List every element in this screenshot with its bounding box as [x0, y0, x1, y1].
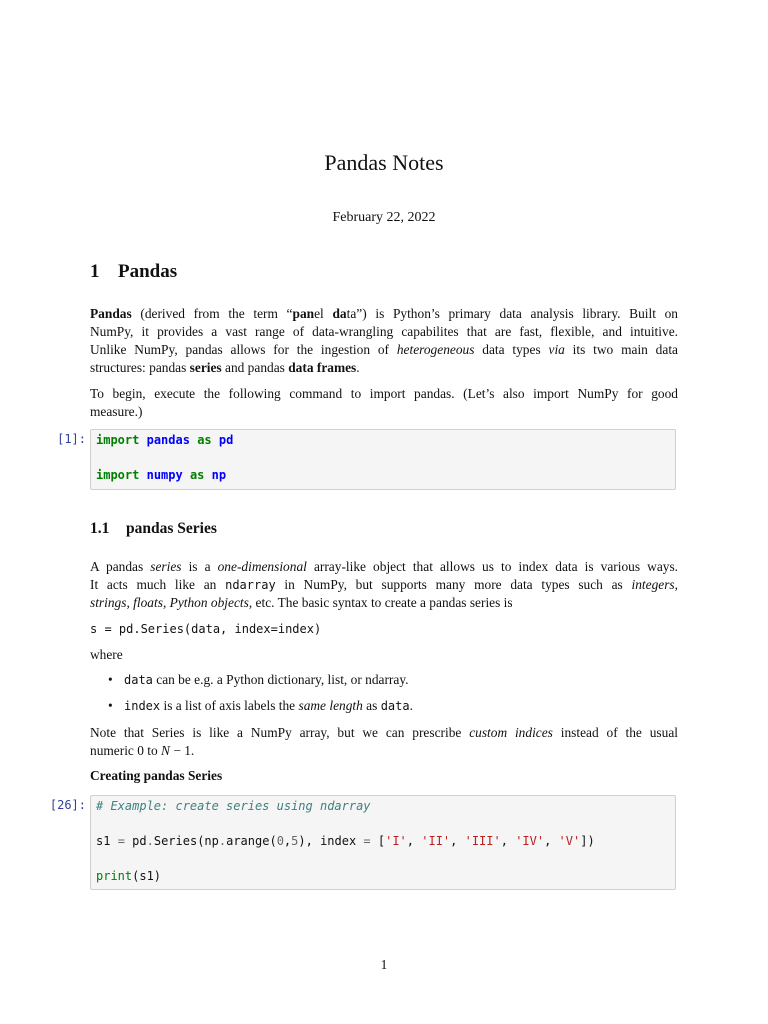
document-title: Pandas Notes	[324, 150, 444, 175]
note-line-1: Note that Series is like a NumPy array, but we can prescribe custom indices instead of the usual	[90, 725, 678, 740]
intro-line-2: NumPy, it provides a vast range of data-wrangling capabilites that are fast, flexible, and intuitive.	[90, 324, 678, 339]
code-cell-1[interactable]	[90, 429, 676, 490]
begin-line-2: measure.)	[90, 404, 143, 419]
creating-series-heading: Creating pandas Series	[90, 768, 223, 783]
code-cell-2[interactable]	[90, 795, 676, 890]
cell-prompt-1: [1]:	[57, 432, 86, 446]
series-paragraph	[90, 558, 678, 612]
note-line-2: numeric 0 to N − 1.	[90, 743, 195, 758]
note-paragraph	[90, 724, 678, 760]
begin-line-1: To begin, execute the following command to import pandas. (Let’s also import NumPy for good	[90, 386, 678, 401]
subsection-title: pandas Series	[126, 520, 217, 537]
subsection-heading-series	[90, 520, 217, 538]
document-date: February 22, 2022	[332, 210, 436, 225]
series-line-1: A pandas series is a one-dimensional array-like object that allows us to index data is various ways.	[90, 559, 679, 574]
begin-paragraph	[90, 385, 678, 421]
where-text: where	[90, 647, 123, 662]
series-line-3: strings, floats, Python objects, etc. The basic syntax to create a pandas series is	[90, 595, 513, 610]
page-number: 1	[380, 957, 388, 972]
code-line: import numpy as np	[96, 468, 227, 482]
section-heading-pandas	[90, 261, 177, 283]
code-line: print(s1)	[96, 869, 162, 883]
cell-prompt-2: [26]:	[49, 798, 86, 812]
bullet-icon: •	[108, 698, 113, 713]
section-title: Pandas	[118, 261, 178, 282]
series-line-2: It acts much like an ndarray in NumPy, but supports many more data types such as integers,	[90, 577, 678, 592]
intro-line-3: Unlike NumPy, pandas allows for the ingestion of heterogeneous data types via its two main data	[90, 342, 678, 357]
bullet-icon: •	[108, 672, 113, 687]
section-number: 1	[90, 261, 100, 282]
code-comment: # Example: create series using ndarray	[96, 799, 371, 813]
intro-line-1: Pandas (derived from the term “panel data”) is Python’s primary data analysis library. Built on	[90, 306, 679, 321]
code-line: import pandas as pd	[96, 433, 234, 447]
intro-paragraph	[90, 305, 678, 377]
code-line: s1 = pd.Series(np.arange(0,5), index = ['I', 'II', 'III', 'IV', 'V'])	[96, 834, 595, 848]
intro-line-4: structures: pandas series and pandas data frames.	[90, 360, 360, 375]
syntax-line: s = pd.Series(data, index=index)	[90, 622, 322, 636]
subsection-number: 1.1	[90, 520, 110, 537]
